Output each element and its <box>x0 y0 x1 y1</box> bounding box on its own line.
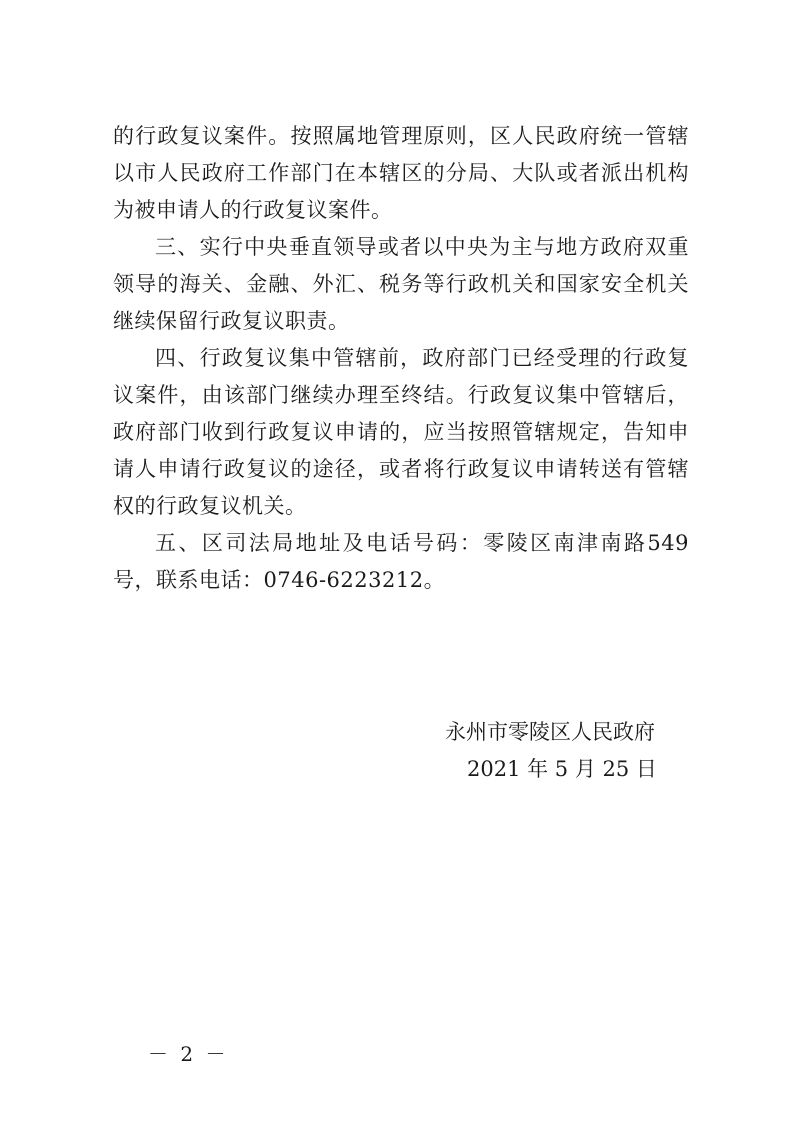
paragraph-item-four: 四、行政复议集中管辖前，政府部门已经受理的行政复议案件，由该部门继续办理至终结。行政复议集中管辖后，政府部门收到行政复议申请的，应当按照管辖规定，告知申请人申请行政复议的途径，或者将行政复议申请转送有管辖权的行政复议机关。 <box>113 346 689 518</box>
paragraph-item-three: 三、实行中央垂直领导或者以中央为主与地方政府双重领导的海关、金融、外汇、税务等行政机关和国家安全机关继续保留行政复议职责。 <box>113 235 689 333</box>
signature-block <box>430 714 690 788</box>
page-number: － 2 － <box>148 1042 229 1066</box>
paragraph-item-five: 五、区司法局地址及电话号码：零陵区南津南路549号，联系电话：0746-6223212。 <box>113 531 689 592</box>
issuing-organization: 永州市零陵区人民政府 <box>445 720 655 744</box>
paragraph-continuation: 的行政复议案件。按照属地管理原则，区人民政府统一管辖以市人民政府工作部门在本辖区的分局、大队或者派出机构为被申请人的行政复议案件。 <box>113 124 689 222</box>
document-body <box>113 118 689 599</box>
issue-date: 2021 年 5 月 25 日 <box>467 757 657 781</box>
